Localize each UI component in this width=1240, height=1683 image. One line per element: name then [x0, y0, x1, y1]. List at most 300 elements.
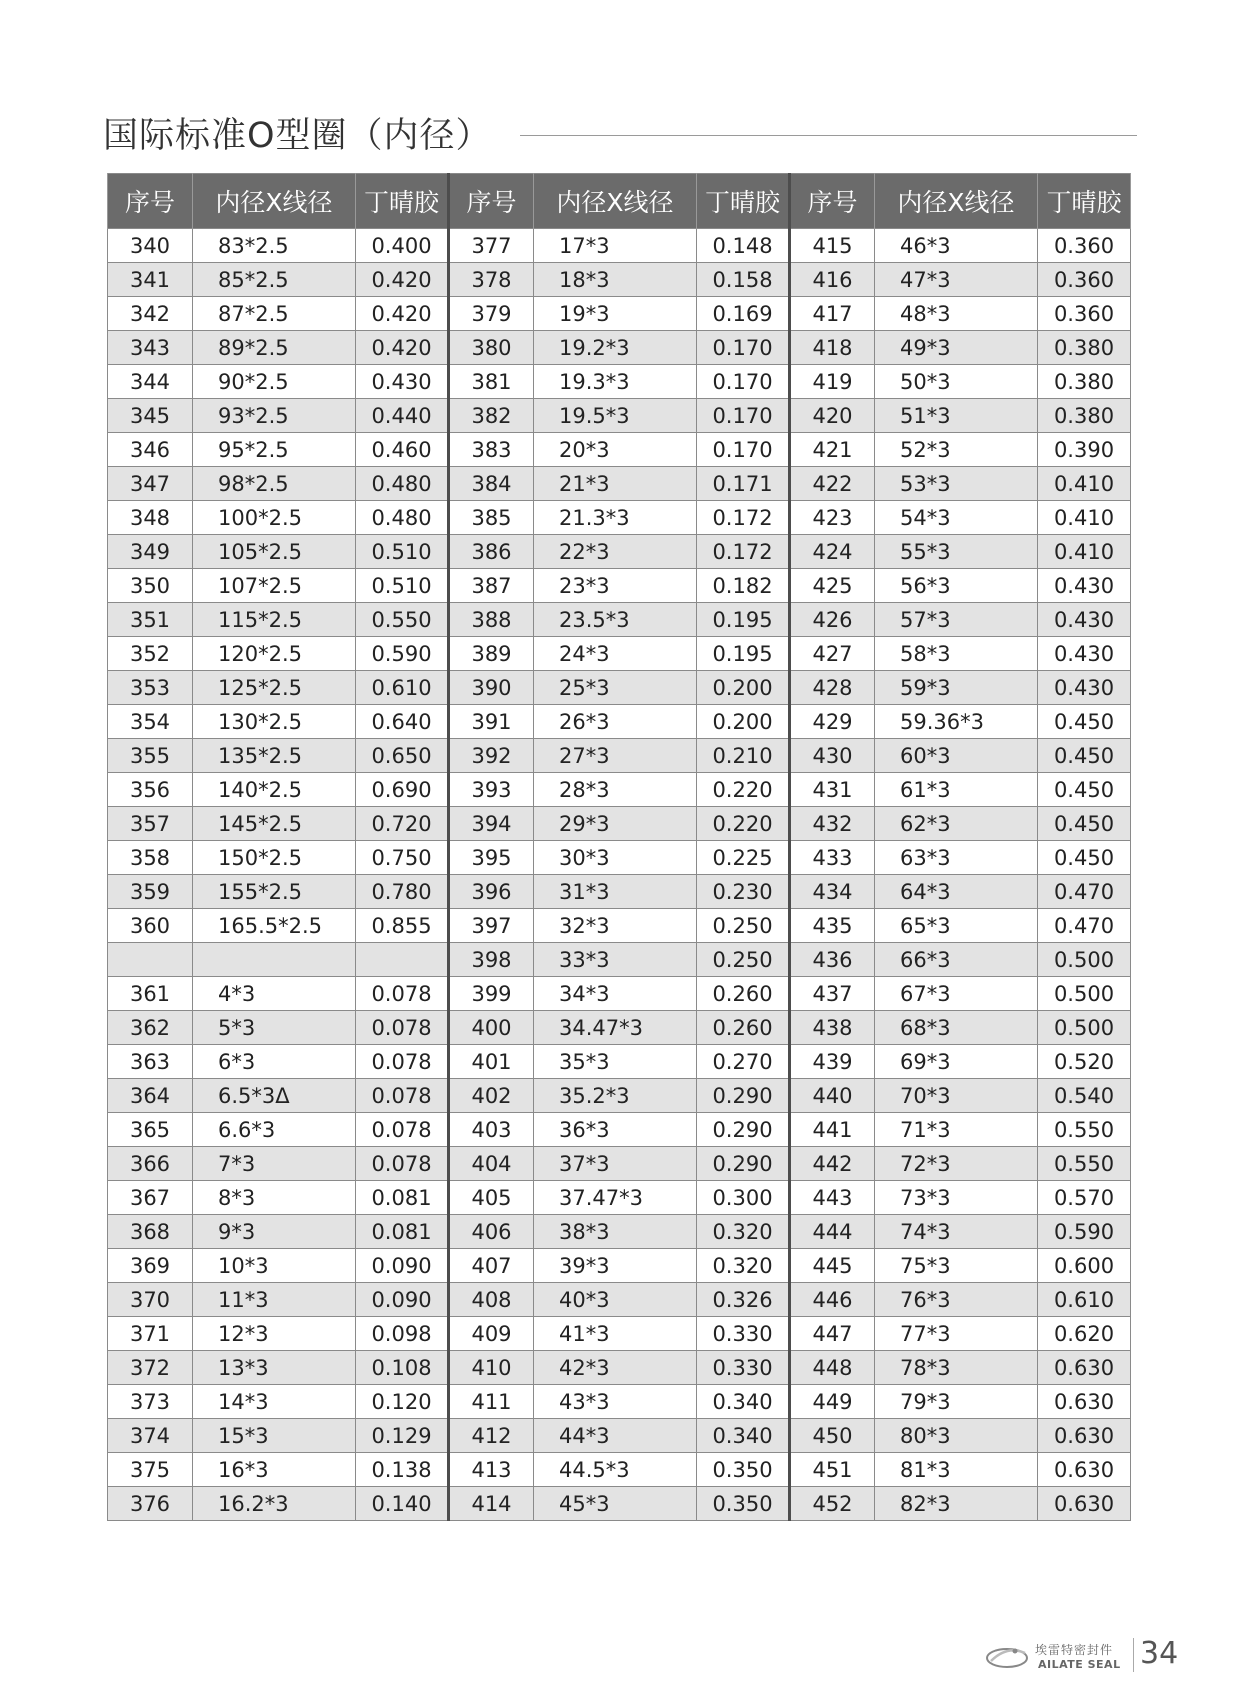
cell-no: 379 [449, 297, 534, 331]
cell-no: 409 [449, 1317, 534, 1351]
cell-no: 375 [108, 1453, 193, 1487]
header-size-3: 内径X线径 [875, 174, 1038, 229]
cell-no: 412 [449, 1419, 534, 1453]
table-row [108, 705, 1131, 739]
table-row [108, 467, 1131, 501]
cell-nbr: 0.610 [356, 671, 449, 705]
cell-no: 372 [108, 1351, 193, 1385]
cell-size: 61*3 [875, 773, 1038, 807]
cell-size: 12*3 [193, 1317, 356, 1351]
cell-no: 449 [790, 1385, 875, 1419]
cell-size: 56*3 [875, 569, 1038, 603]
cell-size: 13*3 [193, 1351, 356, 1385]
cell-no: 378 [449, 263, 534, 297]
cell-size: 43*3 [534, 1385, 697, 1419]
cell-size: 50*3 [875, 365, 1038, 399]
cell-size: 125*2.5 [193, 671, 356, 705]
footer-divider [1133, 1638, 1134, 1672]
table-row [108, 807, 1131, 841]
cell-no: 408 [449, 1283, 534, 1317]
cell-size: 25*3 [534, 671, 697, 705]
table-row [108, 399, 1131, 433]
cell-size: 87*2.5 [193, 297, 356, 331]
cell-size: 51*3 [875, 399, 1038, 433]
cell-nbr: 0.300 [697, 1181, 790, 1215]
cell-no: 386 [449, 535, 534, 569]
cell-size: 105*2.5 [193, 535, 356, 569]
cell-nbr: 0.081 [356, 1215, 449, 1249]
cell-nbr: 0.350 [697, 1453, 790, 1487]
cell-size: 19.2*3 [534, 331, 697, 365]
cell-nbr: 0.450 [1038, 841, 1131, 875]
cell-no: 401 [449, 1045, 534, 1079]
cell-nbr: 0.630 [1038, 1419, 1131, 1453]
cell-nbr: 0.450 [1038, 773, 1131, 807]
table-row [108, 1351, 1131, 1385]
table-row [108, 1045, 1131, 1079]
table-row [108, 229, 1131, 263]
cell-nbr: 0.610 [1038, 1283, 1131, 1317]
table-row [108, 1147, 1131, 1181]
cell-nbr: 0.148 [697, 229, 790, 263]
cell-no: 393 [449, 773, 534, 807]
cell-no: 422 [790, 467, 875, 501]
cell-size: 35.2*3 [534, 1079, 697, 1113]
cell-size: 39*3 [534, 1249, 697, 1283]
cell-no: 452 [790, 1487, 875, 1521]
cell-no: 392 [449, 739, 534, 773]
cell-no: 410 [449, 1351, 534, 1385]
cell-size [193, 943, 356, 977]
cell-nbr: 0.138 [356, 1453, 449, 1487]
cell-size: 120*2.5 [193, 637, 356, 671]
cell-no: 367 [108, 1181, 193, 1215]
cell-nbr: 0.470 [1038, 875, 1131, 909]
cell-size: 59*3 [875, 671, 1038, 705]
cell-no: 416 [790, 263, 875, 297]
cell-size: 59.36*3 [875, 705, 1038, 739]
cell-no: 385 [449, 501, 534, 535]
cell-size: 41*3 [534, 1317, 697, 1351]
cell-no: 383 [449, 433, 534, 467]
cell-nbr: 0.450 [1038, 807, 1131, 841]
cell-size: 37.47*3 [534, 1181, 697, 1215]
cell-no: 390 [449, 671, 534, 705]
cell-size: 16.2*3 [193, 1487, 356, 1521]
header-nbr-1: 丁晴胶 [356, 174, 449, 229]
cell-size: 68*3 [875, 1011, 1038, 1045]
cell-no: 444 [790, 1215, 875, 1249]
table-row [108, 1453, 1131, 1487]
table-row [108, 1249, 1131, 1283]
cell-nbr: 0.630 [1038, 1453, 1131, 1487]
cell-nbr: 0.078 [356, 1045, 449, 1079]
cell-no: 418 [790, 331, 875, 365]
cell-no: 435 [790, 909, 875, 943]
cell-size: 58*3 [875, 637, 1038, 671]
cell-no: 415 [790, 229, 875, 263]
cell-nbr: 0.380 [1038, 399, 1131, 433]
cell-nbr: 0.780 [356, 875, 449, 909]
cell-nbr: 0.140 [356, 1487, 449, 1521]
cell-nbr: 0.129 [356, 1419, 449, 1453]
cell-nbr: 0.690 [356, 773, 449, 807]
cell-no: 364 [108, 1079, 193, 1113]
cell-nbr: 0.430 [356, 365, 449, 399]
cell-nbr: 0.630 [1038, 1487, 1131, 1521]
cell-no: 429 [790, 705, 875, 739]
cell-no: 365 [108, 1113, 193, 1147]
cell-size: 57*3 [875, 603, 1038, 637]
cell-size: 165.5*2.5 [193, 909, 356, 943]
cell-size: 155*2.5 [193, 875, 356, 909]
cell-nbr: 0.090 [356, 1249, 449, 1283]
cell-nbr: 0.650 [356, 739, 449, 773]
cell-size: 32*3 [534, 909, 697, 943]
cell-size: 49*3 [875, 331, 1038, 365]
cell-nbr: 0.290 [697, 1147, 790, 1181]
cell-no: 420 [790, 399, 875, 433]
cell-size: 15*3 [193, 1419, 356, 1453]
cell-no: 406 [449, 1215, 534, 1249]
table-row [108, 1283, 1131, 1317]
cell-no: 426 [790, 603, 875, 637]
cell-nbr: 0.200 [697, 671, 790, 705]
cell-nbr: 0.182 [697, 569, 790, 603]
cell-no: 363 [108, 1045, 193, 1079]
table-row [108, 331, 1131, 365]
cell-no: 438 [790, 1011, 875, 1045]
cell-no: 356 [108, 773, 193, 807]
cell-nbr: 0.500 [1038, 1011, 1131, 1045]
cell-no: 350 [108, 569, 193, 603]
table-row [108, 297, 1131, 331]
cell-nbr: 0.158 [697, 263, 790, 297]
cell-size: 35*3 [534, 1045, 697, 1079]
cell-no: 411 [449, 1385, 534, 1419]
cell-nbr: 0.550 [1038, 1147, 1131, 1181]
cell-size: 64*3 [875, 875, 1038, 909]
cell-nbr: 0.169 [697, 297, 790, 331]
cell-no: 343 [108, 331, 193, 365]
cell-no: 407 [449, 1249, 534, 1283]
cell-nbr: 0.330 [697, 1317, 790, 1351]
cell-size: 52*3 [875, 433, 1038, 467]
cell-nbr: 0.078 [356, 977, 449, 1011]
cell-nbr: 0.200 [697, 705, 790, 739]
cell-size: 7*3 [193, 1147, 356, 1181]
cell-no: 381 [449, 365, 534, 399]
cell-size: 70*3 [875, 1079, 1038, 1113]
cell-nbr: 0.460 [356, 433, 449, 467]
cell-no: 391 [449, 705, 534, 739]
cell-size: 18*3 [534, 263, 697, 297]
cell-no: 359 [108, 875, 193, 909]
table-row [108, 1487, 1131, 1521]
cell-nbr: 0.078 [356, 1079, 449, 1113]
cell-nbr: 0.360 [1038, 297, 1131, 331]
cell-nbr: 0.510 [356, 535, 449, 569]
cell-size: 36*3 [534, 1113, 697, 1147]
table-row [108, 875, 1131, 909]
cell-size: 71*3 [875, 1113, 1038, 1147]
cell-size: 63*3 [875, 841, 1038, 875]
cell-size: 11*3 [193, 1283, 356, 1317]
cell-no [108, 943, 193, 977]
cell-nbr: 0.390 [1038, 433, 1131, 467]
cell-nbr: 0.320 [697, 1215, 790, 1249]
table-header-row [108, 174, 1131, 229]
cell-nbr: 0.410 [1038, 501, 1131, 535]
cell-size: 48*3 [875, 297, 1038, 331]
cell-no: 377 [449, 229, 534, 263]
table-row [108, 1113, 1131, 1147]
cell-size: 75*3 [875, 1249, 1038, 1283]
cell-size: 26*3 [534, 705, 697, 739]
cell-size: 40*3 [534, 1283, 697, 1317]
cell-nbr: 0.570 [1038, 1181, 1131, 1215]
cell-size: 23*3 [534, 569, 697, 603]
cell-size: 60*3 [875, 739, 1038, 773]
cell-nbr: 0.320 [697, 1249, 790, 1283]
brand-name-cn: 埃雷特密封件 [1035, 1643, 1114, 1657]
cell-nbr: 0.172 [697, 535, 790, 569]
cell-size: 115*2.5 [193, 603, 356, 637]
cell-size: 27*3 [534, 739, 697, 773]
cell-no: 427 [790, 637, 875, 671]
cell-nbr: 0.410 [1038, 467, 1131, 501]
cell-nbr: 0.855 [356, 909, 449, 943]
cell-nbr: 0.078 [356, 1113, 449, 1147]
cell-no: 370 [108, 1283, 193, 1317]
cell-nbr: 0.430 [1038, 569, 1131, 603]
cell-nbr: 0.510 [356, 569, 449, 603]
cell-no: 362 [108, 1011, 193, 1045]
brand-name-en: AILATE SEAL [1038, 1658, 1121, 1671]
table-row [108, 977, 1131, 1011]
cell-nbr: 0.400 [356, 229, 449, 263]
cell-nbr: 0.195 [697, 637, 790, 671]
cell-nbr: 0.230 [697, 875, 790, 909]
header-no-1: 序号 [108, 174, 193, 229]
cell-size: 67*3 [875, 977, 1038, 1011]
cell-no: 419 [790, 365, 875, 399]
cell-no: 425 [790, 569, 875, 603]
cell-size: 130*2.5 [193, 705, 356, 739]
cell-nbr: 0.078 [356, 1147, 449, 1181]
cell-no: 405 [449, 1181, 534, 1215]
cell-size: 21*3 [534, 467, 697, 501]
cell-no: 432 [790, 807, 875, 841]
cell-nbr: 0.170 [697, 331, 790, 365]
cell-size: 31*3 [534, 875, 697, 909]
cell-nbr: 0.098 [356, 1317, 449, 1351]
cell-size: 34*3 [534, 977, 697, 1011]
cell-nbr: 0.430 [1038, 671, 1131, 705]
cell-no: 428 [790, 671, 875, 705]
table-row [108, 433, 1131, 467]
cell-nbr: 0.420 [356, 331, 449, 365]
cell-no: 376 [108, 1487, 193, 1521]
cell-no: 352 [108, 637, 193, 671]
cell-size: 23.5*3 [534, 603, 697, 637]
table-row [108, 1079, 1131, 1113]
cell-nbr: 0.260 [697, 1011, 790, 1045]
cell-nbr: 0.260 [697, 977, 790, 1011]
cell-no: 374 [108, 1419, 193, 1453]
cell-size: 98*2.5 [193, 467, 356, 501]
cell-size: 73*3 [875, 1181, 1038, 1215]
cell-no: 361 [108, 977, 193, 1011]
title-divider [520, 135, 1137, 136]
cell-nbr: 0.270 [697, 1045, 790, 1079]
cell-size: 9*3 [193, 1215, 356, 1249]
cell-nbr: 0.430 [1038, 603, 1131, 637]
cell-nbr: 0.500 [1038, 943, 1131, 977]
cell-nbr: 0.250 [697, 943, 790, 977]
cell-size: 65*3 [875, 909, 1038, 943]
cell-size: 62*3 [875, 807, 1038, 841]
cell-size: 74*3 [875, 1215, 1038, 1249]
cell-size: 69*3 [875, 1045, 1038, 1079]
cell-size: 44*3 [534, 1419, 697, 1453]
cell-no: 445 [790, 1249, 875, 1283]
cell-no: 440 [790, 1079, 875, 1113]
cell-no: 421 [790, 433, 875, 467]
cell-nbr: 0.420 [356, 263, 449, 297]
cell-nbr: 0.640 [356, 705, 449, 739]
cell-no: 380 [449, 331, 534, 365]
table-row [108, 943, 1131, 977]
cell-nbr: 0.380 [1038, 331, 1131, 365]
cell-no: 340 [108, 229, 193, 263]
cell-nbr: 0.360 [1038, 263, 1131, 297]
cell-size: 19*3 [534, 297, 697, 331]
cell-size: 24*3 [534, 637, 697, 671]
cell-size: 19.3*3 [534, 365, 697, 399]
cell-nbr: 0.590 [1038, 1215, 1131, 1249]
cell-no: 355 [108, 739, 193, 773]
cell-no: 344 [108, 365, 193, 399]
cell-no: 387 [449, 569, 534, 603]
cell-no: 358 [108, 841, 193, 875]
cell-size: 14*3 [193, 1385, 356, 1419]
cell-no: 396 [449, 875, 534, 909]
cell-nbr: 0.430 [1038, 637, 1131, 671]
cell-no: 436 [790, 943, 875, 977]
cell-size: 53*3 [875, 467, 1038, 501]
cell-no: 417 [790, 297, 875, 331]
cell-nbr: 0.360 [1038, 229, 1131, 263]
cell-nbr: 0.326 [697, 1283, 790, 1317]
cell-size: 21.3*3 [534, 501, 697, 535]
cell-no: 394 [449, 807, 534, 841]
cell-size: 83*2.5 [193, 229, 356, 263]
cell-size: 66*3 [875, 943, 1038, 977]
cell-size: 29*3 [534, 807, 697, 841]
cell-size: 6.6*3 [193, 1113, 356, 1147]
cell-no: 441 [790, 1113, 875, 1147]
cell-no: 349 [108, 535, 193, 569]
cell-size: 81*3 [875, 1453, 1038, 1487]
cell-nbr: 0.170 [697, 399, 790, 433]
cell-no: 437 [790, 977, 875, 1011]
cell-size: 72*3 [875, 1147, 1038, 1181]
cell-nbr: 0.340 [697, 1419, 790, 1453]
cell-nbr: 0.480 [356, 501, 449, 535]
header-no-3: 序号 [790, 174, 875, 229]
cell-size: 45*3 [534, 1487, 697, 1521]
cell-nbr: 0.720 [356, 807, 449, 841]
cell-size: 4*3 [193, 977, 356, 1011]
table-row [108, 841, 1131, 875]
cell-nbr [356, 943, 449, 977]
cell-no: 423 [790, 501, 875, 535]
cell-size: 38*3 [534, 1215, 697, 1249]
table-row [108, 1419, 1131, 1453]
table-row [108, 1181, 1131, 1215]
cell-no: 388 [449, 603, 534, 637]
cell-size: 89*2.5 [193, 331, 356, 365]
cell-no: 400 [449, 1011, 534, 1045]
table-row [108, 909, 1131, 943]
cell-size: 16*3 [193, 1453, 356, 1487]
cell-no: 382 [449, 399, 534, 433]
cell-size: 46*3 [875, 229, 1038, 263]
cell-nbr: 0.550 [1038, 1113, 1131, 1147]
cell-size: 10*3 [193, 1249, 356, 1283]
cell-nbr: 0.225 [697, 841, 790, 875]
page-number: 34 [1140, 1636, 1179, 1671]
cell-size: 19.5*3 [534, 399, 697, 433]
header-size-2: 内径X线径 [534, 174, 697, 229]
cell-no: 351 [108, 603, 193, 637]
cell-nbr: 0.330 [697, 1351, 790, 1385]
table-row [108, 637, 1131, 671]
cell-no: 353 [108, 671, 193, 705]
cell-size: 76*3 [875, 1283, 1038, 1317]
cell-nbr: 0.290 [697, 1079, 790, 1113]
cell-no: 443 [790, 1181, 875, 1215]
cell-no: 366 [108, 1147, 193, 1181]
cell-no: 389 [449, 637, 534, 671]
cell-no: 384 [449, 467, 534, 501]
cell-nbr: 0.630 [1038, 1385, 1131, 1419]
cell-size: 95*2.5 [193, 433, 356, 467]
cell-no: 404 [449, 1147, 534, 1181]
cell-nbr: 0.480 [356, 467, 449, 501]
cell-nbr: 0.500 [1038, 977, 1131, 1011]
cell-no: 347 [108, 467, 193, 501]
cell-size: 17*3 [534, 229, 697, 263]
cell-nbr: 0.090 [356, 1283, 449, 1317]
cell-nbr: 0.250 [697, 909, 790, 943]
cell-size: 78*3 [875, 1351, 1038, 1385]
cell-size: 30*3 [534, 841, 697, 875]
table-row [108, 501, 1131, 535]
cell-size: 42*3 [534, 1351, 697, 1385]
cell-nbr: 0.540 [1038, 1079, 1131, 1113]
table-row [108, 535, 1131, 569]
header-nbr-2: 丁晴胶 [697, 174, 790, 229]
cell-size: 44.5*3 [534, 1453, 697, 1487]
cell-no: 398 [449, 943, 534, 977]
cell-size: 54*3 [875, 501, 1038, 535]
cell-size: 145*2.5 [193, 807, 356, 841]
cell-size: 93*2.5 [193, 399, 356, 433]
table-row [108, 263, 1131, 297]
header-no-2: 序号 [449, 174, 534, 229]
